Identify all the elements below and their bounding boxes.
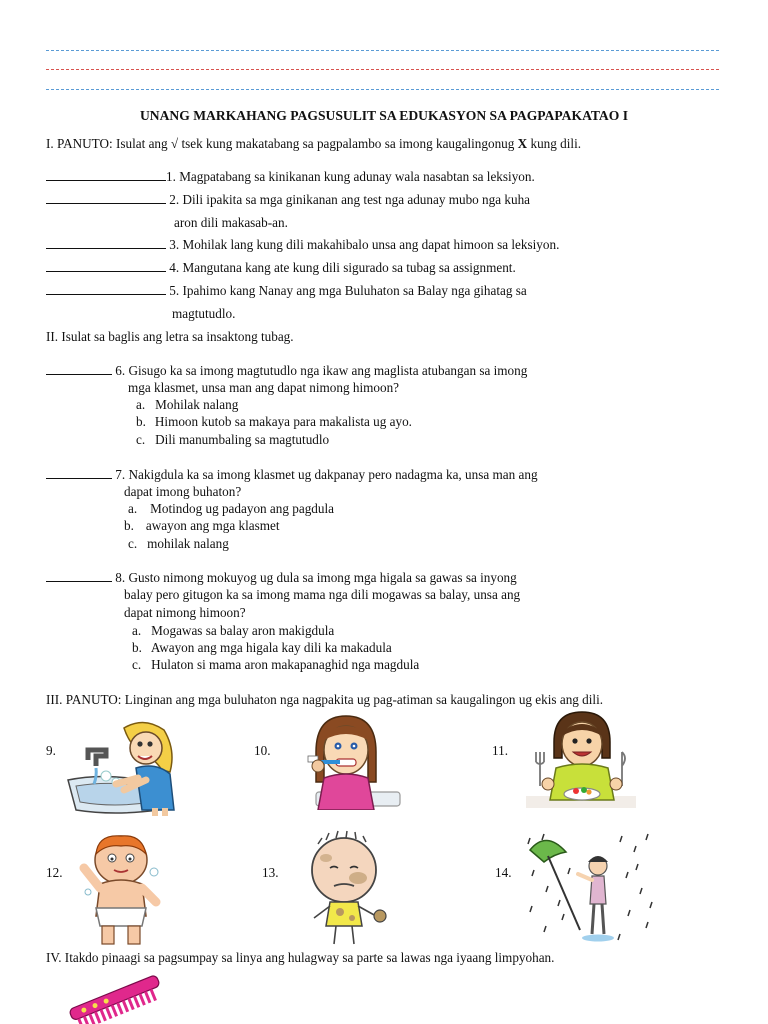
picture-number-9: 9. [46,743,56,758]
header-rule-blue-2 [46,89,719,90]
section1-heading: I. PANUTO: Isulat ang √ tsek kung makatabang sa pagpalambo sa imong kaugalingonug X kung dili. [46,136,582,151]
picture-number-12: 12. [46,865,63,880]
picture-number-14: 14. [495,865,512,880]
answer-blank[interactable] [46,238,166,249]
section1-item-4: 4. Mangutana kang ate kung dili sigurado sa tubag sa assignment. [46,260,516,276]
section1-item-2: 2. Dili ipakita sa mga ginikanan ang test nga adunay mubo nga kuha [46,192,530,208]
header-rule-red [46,69,719,70]
q6-choice-c[interactable]: c. Dili manumbaling sa magtutudlo [136,432,330,447]
question-6: 6. Gisugo ka sa imong magtutudlo nga ikaw ang maglista atubangan sa imong [46,363,527,379]
section1-item-1: 1. Magpatabang sa kinikanan kung adunay wala nasabtan sa leksiyon. [46,169,535,185]
picture-number-10: 10. [254,743,271,758]
answer-blank[interactable] [46,364,112,375]
dirty-child-image[interactable] [294,830,398,948]
girl-brushing-teeth-image[interactable] [290,712,406,810]
section4-heading: IV. Itakdo pinaagi sa pagsumpay sa linya ang hulagway sa parte sa lawas nga iyaang limpyohan. [46,950,555,965]
answer-blank[interactable] [46,261,166,272]
question-8: 8. Gusto nimong mokuyog ug dula sa imong mga higala sa gawas sa inyong [46,570,517,586]
answer-blank[interactable] [46,284,166,295]
picture-number-11: 11. [492,743,508,758]
girl-washing-hands-image[interactable] [66,718,184,818]
q8-choice-a[interactable]: a. Mogawas sa balay aron makigdula [132,623,335,638]
page-title: UNANG MARKAHANG PAGSUSULIT SA EDUKASYON SA PAGPAPAKATAO I [139,108,629,123]
question-7-cont: dapat imong buhaton? [124,484,242,499]
baby-bathing-image[interactable] [76,832,166,948]
q7-choice-c[interactable]: c. mohilak nalang [128,536,229,551]
section1-item-2-cont: aron dili makasab-an. [174,215,288,230]
question-8-cont-2: dapat nimong himoon? [124,605,246,620]
section1-item-5-cont: magtutudlo. [172,306,236,321]
child-umbrella-rain-image[interactable] [524,830,656,950]
q8-choice-c[interactable]: c. Hulaton si mama aron makapanaghid nga magdula [132,657,420,672]
answer-blank[interactable] [46,193,166,204]
question-7: 7. Nakigdula ka sa imong klasmet ug dakpanay pero nadagma ka, unsa man ang [46,467,538,483]
section1-item-3: 3. Mohilak lang kung dili makahibalo unsa ang dapat himoon sa leksiyon. [46,237,559,253]
question-6-cont: mga klasmet, unsa man ang dapat nimong himoon? [128,380,400,395]
girl-eating-vegetables-image[interactable] [526,710,636,808]
section3-heading: III. PANUTO: Linginan ang mga buluhaton nga nagpakita ug pag-atiman sa kaugalingon ug ekis ang dili. [46,692,604,707]
answer-blank[interactable] [46,571,112,582]
q7-choice-a[interactable]: a. Motindog ug padayon ang pagdula [128,501,335,516]
q8-choice-b[interactable]: b. Awayon ang mga higala kay dili ka makadula [132,640,392,655]
q6-choice-a[interactable]: a. Mohilak nalang [136,397,239,412]
answer-blank[interactable] [46,170,166,181]
comb-image[interactable] [58,964,168,1024]
q6-choice-b[interactable]: b. Himoon kutob sa makaya para makalista ug ayo. [136,414,412,429]
question-8-cont-1: balay pero gitugon ka sa imong mama nga dili mogawas sa balay, unsa ang [124,587,521,602]
section2-heading: II. Isulat sa baglis ang letra sa insaktong tubag. [46,329,294,344]
header-rule-blue-1 [46,50,719,51]
answer-blank[interactable] [46,468,112,479]
picture-number-13: 13. [262,865,279,880]
q7-choice-b[interactable]: b. awayon ang mga klasmet [124,518,280,533]
section1-item-5: 5. Ipahimo kang Nanay ang mga Buluhaton sa Balay nga gihatag sa [46,283,527,299]
